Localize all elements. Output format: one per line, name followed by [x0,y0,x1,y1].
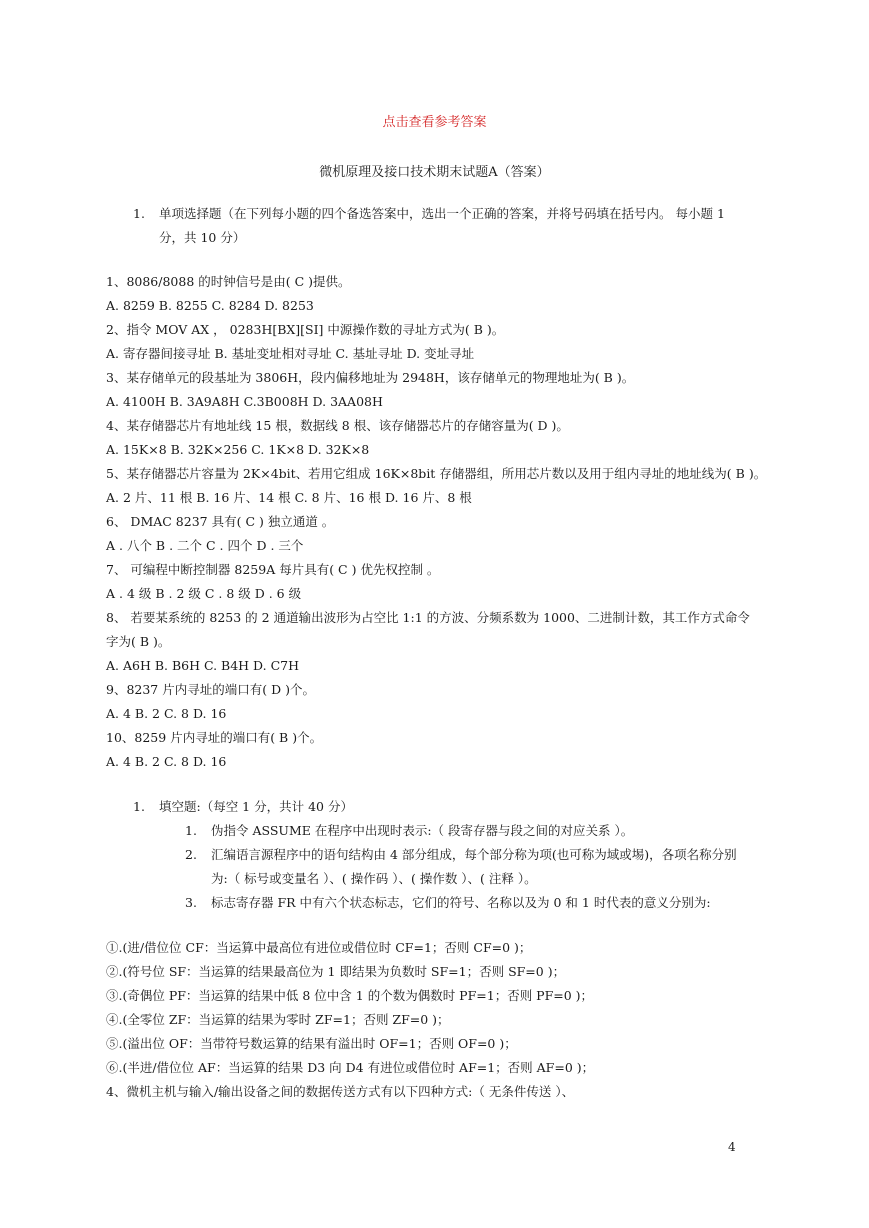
flag-line: ③.(奇偶位 PF：当运算的结果中低 8 位中含 1 的个数为偶数时 PF=1；否则 PF=0 )； [106,988,594,1003]
flag-line: 4、微机主机与输入/输出设备之间的数据传送方式有以下四种方式:（ 无条件传送 ）、 [106,1084,575,1099]
fill-item-3: 3. 标志寄存器 FR 中有六个状态标志，它们的符号、名称以及为 0 和 1 时代表的意义分别为: [185,895,711,910]
question-line: A. 4100H B. 3A9A8H C.3B008H D. 3AA08H [106,394,383,409]
page-number: 4 [728,1140,736,1154]
question-line: 8、 若要某系统的 8253 的 2 通道输出波形为占空比 1:1 的方波、分频系数为 1000、二进制计数，其工作方式命令 [106,610,750,625]
question-line: 6、 DMAC 8237 具有( C ) 独立通道 。 [106,514,335,529]
section-1-heading-line1: 单项选择题（在下列每小题的四个备选答案中，选出一个正确的答案，并将号码填在括号内。 每小题 1 [159,206,725,221]
question-line: 2、指令 MOV AX ， 0283H[BX][SI] 中源操作数的寻址方式为( B )。 [106,322,505,337]
section-2-heading [133,795,353,819]
flag-line: ①.(进/借位位 CF：当运算中最高位有进位或借位时 CF=1；否则 CF=0 )； [106,940,532,955]
question-line: A . 八个 B . 二个 C . 四个 D . 三个 [106,538,304,553]
section-2-heading-text: 填空题:（每空 1 分，共计 40 分） [159,799,353,814]
question-line: 1、8086/8088 的时钟信号是由( C )提供。 [106,274,351,289]
question-line: A. 4 B. 2 C. 8 D. 16 [106,754,227,769]
question-line: 4、某存储器芯片有地址线 15 根，数据线 8 根、该存储器芯片的存储容量为( D )。 [106,418,569,433]
flag-line: ④.(全零位 ZF：当运算的结果为零时 ZF=1；否则 ZF=0 )； [106,1012,450,1027]
flag-line: ⑤.(溢出位 OF：当带符号数运算的结果有溢出时 OF=1；否则 OF=0 )； [106,1036,517,1051]
view-answer-link[interactable]: 点击查看参考答案 [382,115,487,130]
question-line: 10、8259 片内寻址的端口有( B )个。 [106,730,323,745]
section-1-number: 1. [133,206,145,221]
question-line: A. 2 片、11 根 B. 16 片、14 根 C. 8 片、16 根 D. 16 片、8 根 [106,490,472,505]
question-line: A. 15K×8 B. 32K×256 C. 1K×8 D. 32K×8 [106,442,370,457]
question-line: 7、 可编程中断控制器 8259A 每片具有( C ) 优先权控制 。 [106,562,440,577]
flag-line: ⑥.(半进/借位位 AF：当运算的结果 D3 向 D4 有进位或借位时 AF=1；否则 AF=0 )； [106,1060,595,1075]
question-line: A. A6H B. B6H C. B4H D. C7H [106,658,299,673]
fill-item-2: 2. 汇编语言源程序中的语句结构由 4 部分组成，每个部分称为项(也可称为域或埸)，各项名称分别 为:（ 标号或变量名 ）、( 操作码 ）、( 操作数 ）、( 注释 ）。 [185,847,737,886]
question-line: A. 寄存器间接寻址 B. 基址变址相对寻址 C. 基址寻址 D. 变址寻址 [106,346,475,361]
flag-line: ②.(符号位 SF：当运算的结果最高位为 1 即结果为负数时 SF=1；否则 SF=0 )； [106,964,566,979]
question-line: 3、某存储单元的段基址为 3806H，段内偏移地址为 2948H，该存储单元的物理地址为( B )。 [106,370,635,385]
section-1-heading [133,202,725,250]
section-1-heading-line2: 分，共 10 分） [159,230,246,245]
question-line: A. 8259 B. 8255 C. 8284 D. 8253 [106,298,314,313]
page-title: 微机原理及接口技术期末试题A（答案） [319,165,550,180]
fill-item-1: 1. 伪指令 ASSUME 在程序中出现时表示:（ 段寄存器与段之间的对应关系 ）。 [185,823,634,838]
section-2-number: 1. [133,799,145,814]
question-line: A . 4 级 B . 2 级 C . 8 级 D . 6 级 [106,586,302,601]
question-line: 5、某存储器芯片容量为 2K×4bit、若用它组成 16K×8bit 存储器组，所用芯片数以及用于组内寻址的地址线为( B )。 [106,466,767,481]
question-line: 字为( B )。 [106,634,171,649]
question-line: 9、8237 片内寻址的端口有( D )个。 [106,682,315,697]
question-line: A. 4 B. 2 C. 8 D. 16 [106,706,227,721]
